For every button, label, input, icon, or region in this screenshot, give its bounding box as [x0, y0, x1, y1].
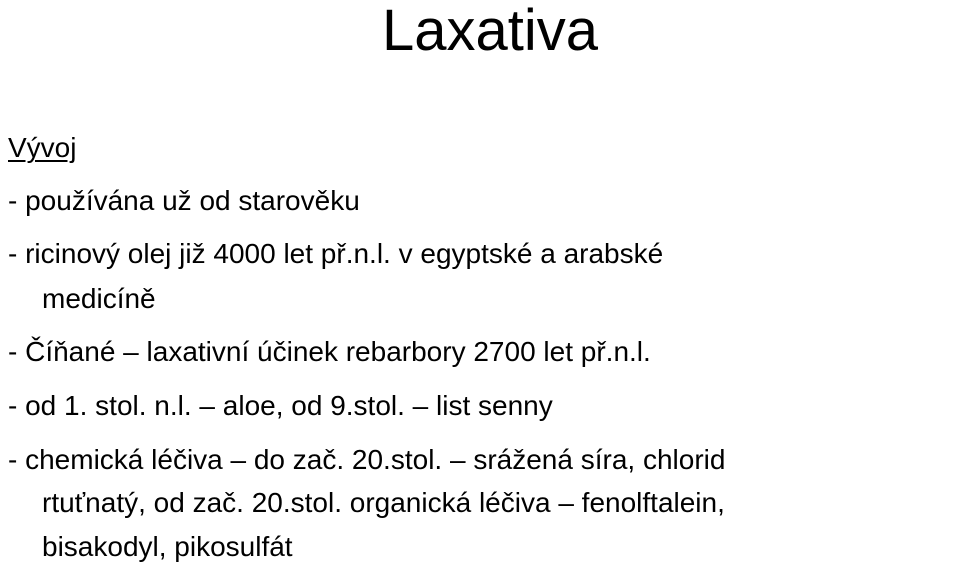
bullet-line: - chemická léčiva – do zač. 20.stol. – srážená síra, chlorid — [8, 444, 726, 475]
bullet-continuation-line: rtuťnatý, od zač. 20.stol. organická léčiva – fenolftalein, — [42, 487, 725, 518]
bullet-continuation-line: medicíně — [42, 283, 156, 314]
bullet-line: - od 1. stol. n.l. – aloe, od 9.stol. – list senny — [8, 390, 553, 421]
bullet-line: - Číňané – laxativní účinek rebarbory 2700 let př.n.l. — [8, 336, 651, 367]
bullet-line: - používána už od starověku — [8, 185, 360, 216]
bullet-continuation-line: bisakodyl, pikosulfát — [42, 531, 293, 562]
bullet-line: - ricinový olej již 4000 let př.n.l. v egyptské a arabské — [8, 238, 664, 269]
section-heading: Vývoj — [8, 132, 77, 163]
slide-title: Laxativa — [381, 0, 599, 63]
